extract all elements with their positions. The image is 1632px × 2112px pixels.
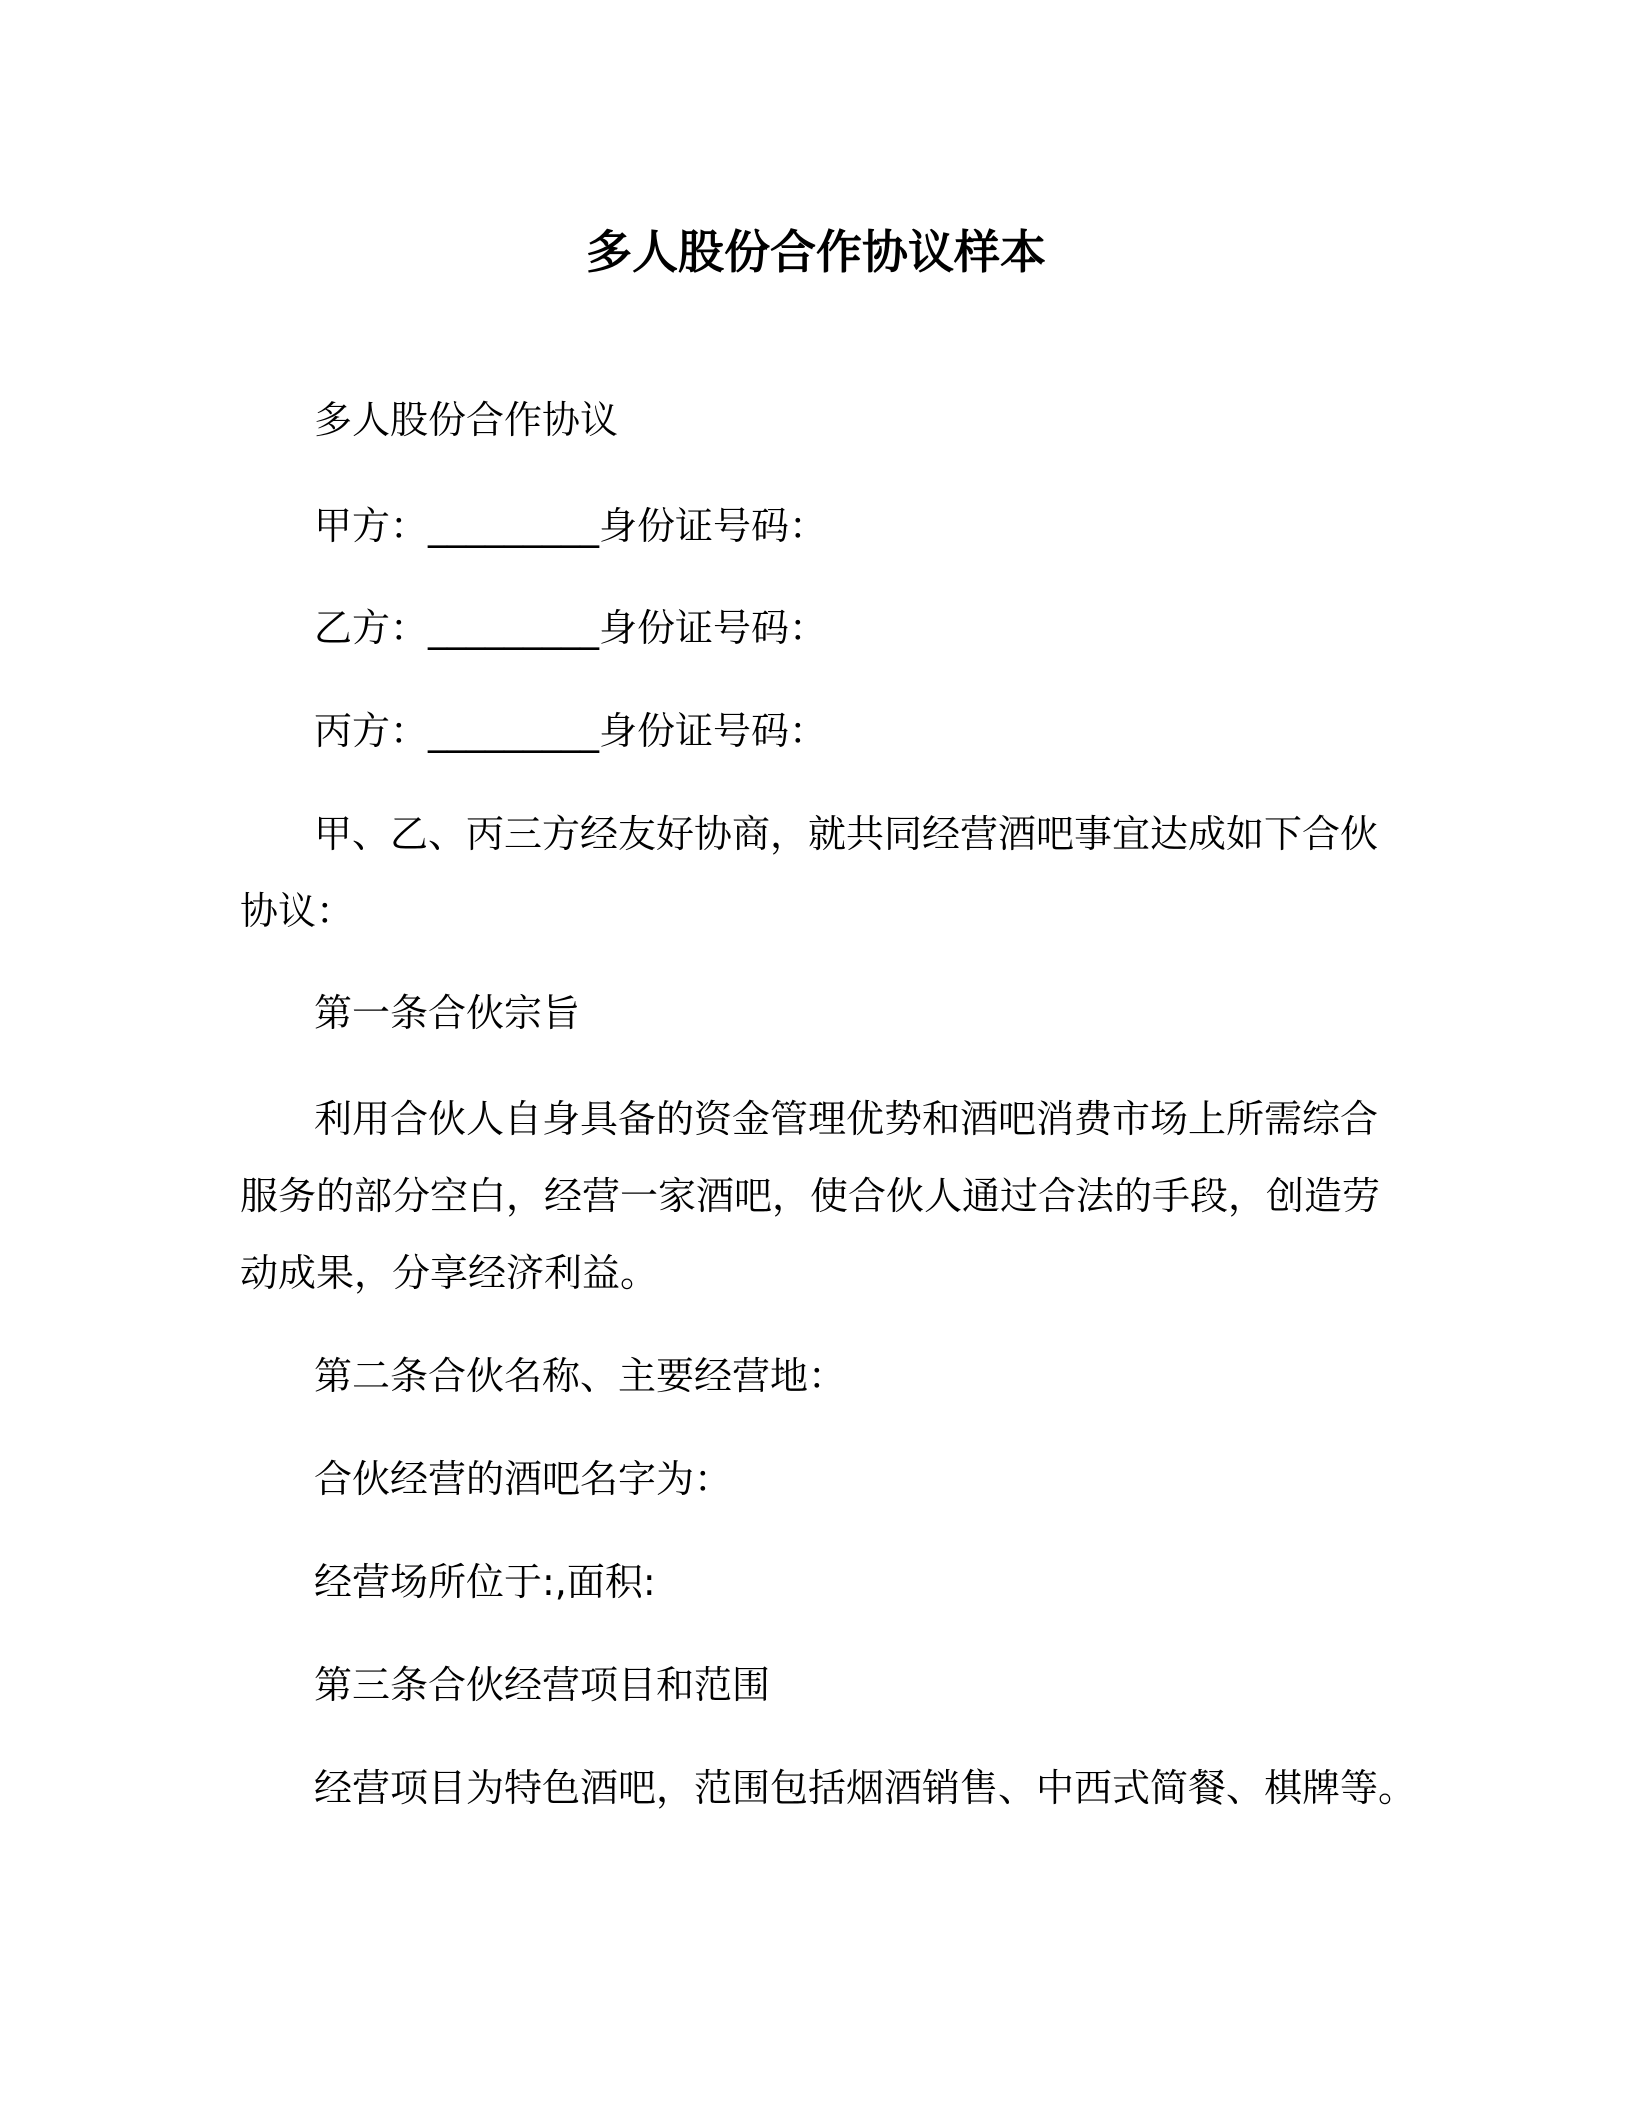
party-b-line: 乙方：_________身份证号码： bbox=[314, 606, 828, 650]
article-3-text: 经营项目为特色酒吧，范围包括烟酒销售、中西式简餐、棋牌等。 bbox=[314, 1766, 1417, 1810]
article-1-heading: 第一条合伙宗旨 bbox=[314, 991, 581, 1035]
article-1-text-line-2: 服务的部分空白，经营一家酒吧，使合伙人通过合法的手段，创造劳 bbox=[240, 1174, 1381, 1218]
article-3-heading: 第三条合伙经营项目和范围 bbox=[314, 1663, 771, 1707]
preamble-line-1: 甲、乙、丙三方经友好协商，就共同经营酒吧事宜达成如下合伙 bbox=[314, 812, 1379, 856]
party-a-line: 甲方：_________身份证号码： bbox=[314, 504, 828, 548]
article-2-heading: 第二条合伙名称、主要经营地： bbox=[314, 1354, 847, 1398]
article-1-text-line-3: 动成果，分享经济利益。 bbox=[240, 1251, 659, 1295]
preamble-line-2: 协议： bbox=[240, 889, 355, 933]
document-title: 多人股份合作协议样本 bbox=[586, 225, 1046, 279]
bar-name-line: 合伙经营的酒吧名字为： bbox=[314, 1457, 733, 1501]
agreement-heading: 多人股份合作协议 bbox=[314, 398, 619, 442]
party-c-line: 丙方：_________身份证号码： bbox=[314, 709, 828, 753]
article-1-text-line-1: 利用合伙人自身具备的资金管理优势和酒吧消费市场上所需综合 bbox=[314, 1097, 1379, 1141]
location-line: 经营场所位于:,面积: bbox=[314, 1560, 656, 1604]
